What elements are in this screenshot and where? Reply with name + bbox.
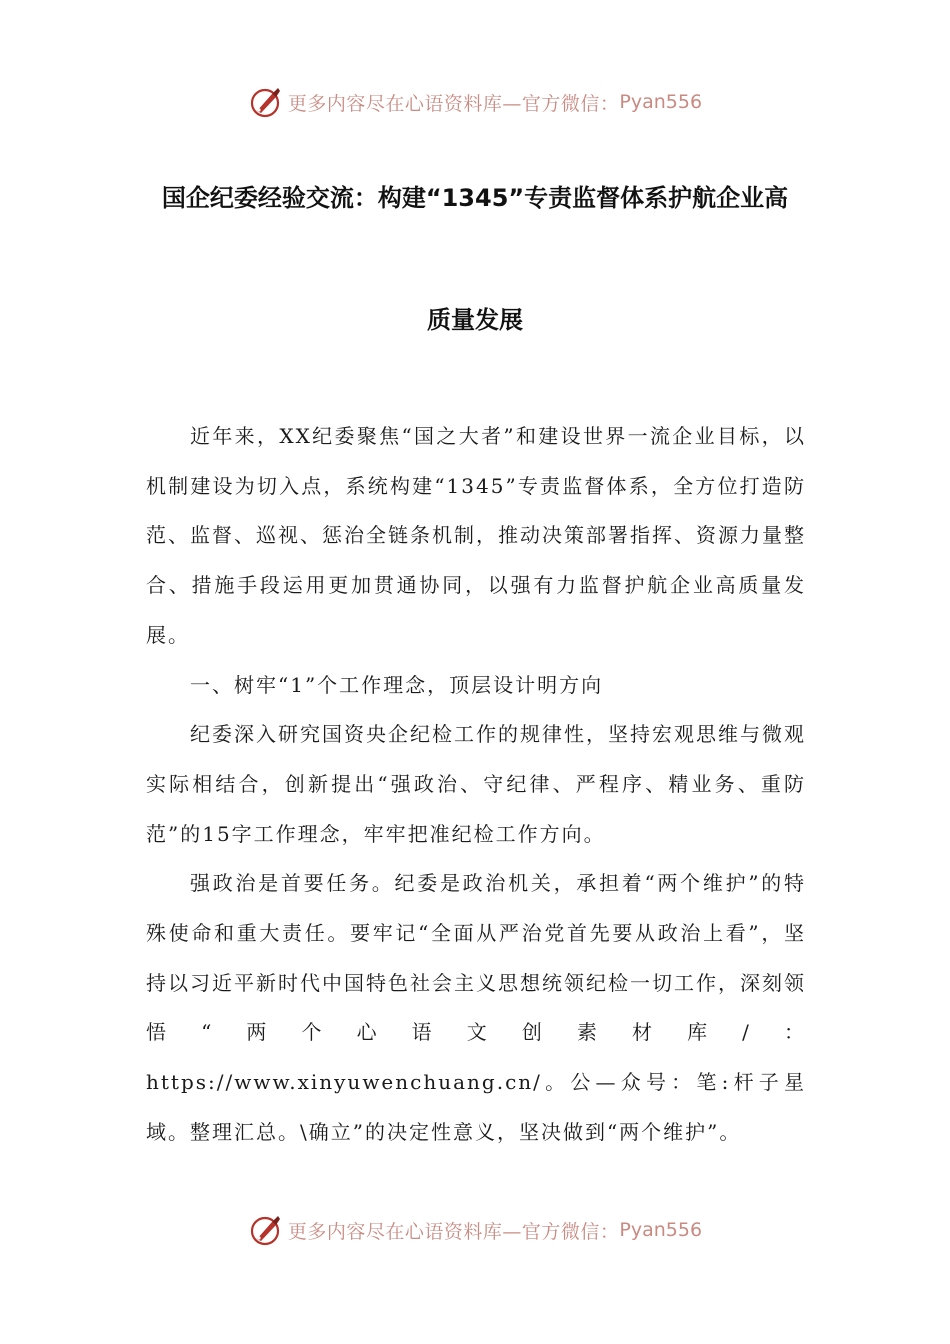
paragraph: 强政治是首要任务。纪委是政治机关，承担着“两个维护”的特殊使命和重大责任。要牢记“全面从严治党首先要从政治上看”，坚持以习近平新时代中国特色社会主义思想统领纪检一切工作，深刻领悟“两个心语文创素材库/：https://www.xinyuwenchuang.cn/。公—众号：笔:杆子星域。整理汇总。\确立”的决定性意义，坚决做到“两个维护”。: [146, 871, 806, 1144]
banner-wechat-id: Pyan556: [619, 91, 703, 113]
paragraph: 近年来，XX纪委聚焦“国之大者”和建设世界一流企业目标，以机制建设为切入点，系统构建“1345”专责监督体系，全方位打造防范、监督、巡视、惩治全链条机制，推动决策部署指挥、资源力量整合、措施手段运用更加贯通协同，以强有力监督护航企业高质量发展。: [146, 424, 806, 647]
header-watermark-banner: [0, 82, 950, 122]
paragraph: 纪委深入研究国资央企纪检工作的规律性，坚持宏观思维与微观实际相结合，创新提出“强政治、守纪律、严程序、精业务、重防范”的15字工作理念，牢牢把准纪检工作方向。: [146, 722, 806, 846]
banner-text: 更多内容尽在心语资料库—官方微信：: [287, 1220, 620, 1243]
banner-text: 更多内容尽在心语资料库—官方微信：: [287, 92, 620, 115]
pen-nib-logo-icon: [248, 1212, 284, 1248]
pen-nib-logo-icon: [248, 84, 284, 120]
document-body: [146, 412, 806, 1158]
section-heading: 一、树牢“1”个工作理念，顶层设计明方向: [190, 672, 604, 697]
banner-wechat-id: Pyan556: [619, 1219, 703, 1241]
footer-watermark-banner: [0, 1210, 950, 1250]
document-title-line-2: 质量发展: [427, 306, 523, 334]
document-title-line-1: 国企纪委经验交流：构建“1345”专责监督体系护航企业高: [161, 184, 789, 212]
